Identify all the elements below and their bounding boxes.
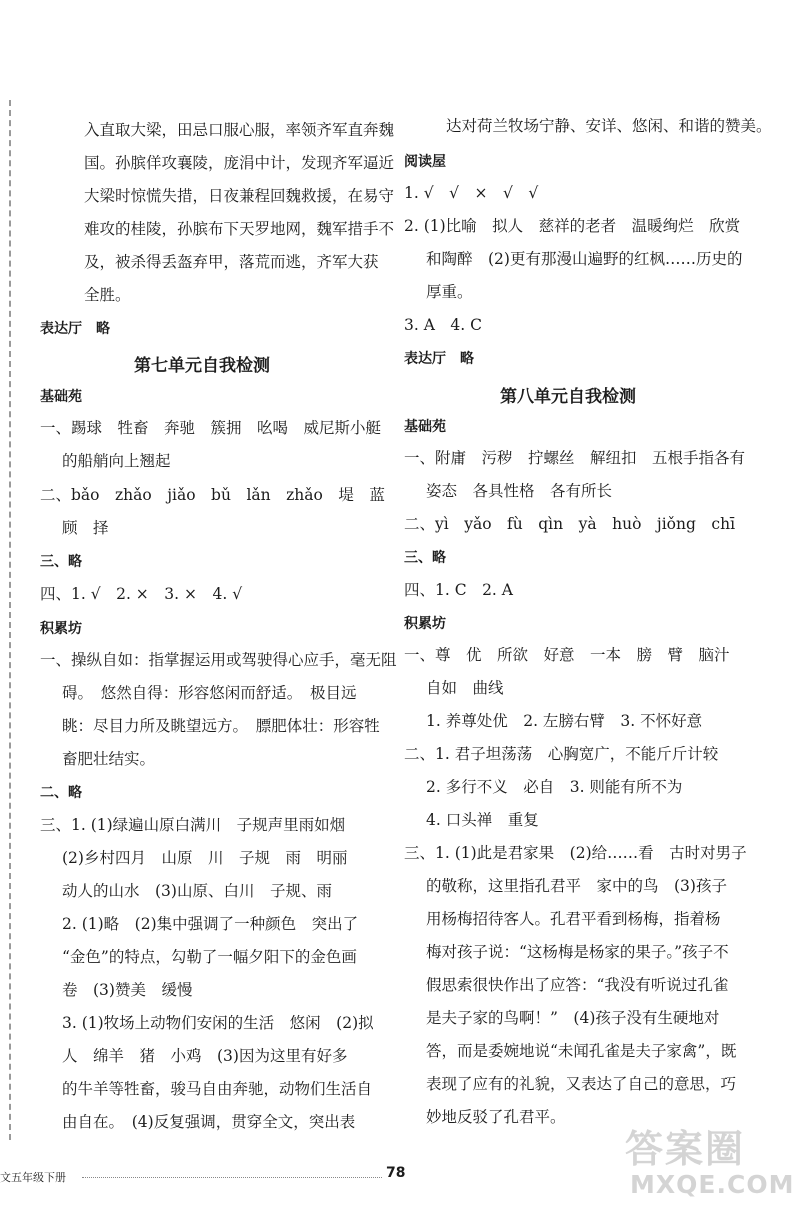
section-label-biaoda: 表达厅 略 <box>404 351 474 367</box>
text-line: 动人的山水 (3)山原、白川 子规、雨 <box>62 882 332 900</box>
text-line: 达对荷兰牧场宁静、安详、悠闲、和谐的赞美。 <box>446 117 772 135</box>
text-line: 卷 (3)赞美 缓慢 <box>62 981 193 999</box>
text-line: 厚重。 <box>426 283 473 301</box>
text-line: 一、附庸 污秽 拧螺丝 解纽扣 五根手指各有 <box>404 449 746 467</box>
text-line: 一、操纵自如：指掌握运用或驾驶得心应手，毫无阻 <box>40 651 397 669</box>
text-line: 由自在。 (4)反复强调，贯穿全文，突出表 <box>62 1113 356 1131</box>
section-label-yuedu: 阅读屋 <box>404 154 446 170</box>
text-line: 和陶醉 (2)更有那漫山遍野的红枫……历史的 <box>426 250 743 268</box>
text-line: 二、bǎo zhǎo jiǎo bǔ lǎn zhǎo 堤 蓝 <box>40 486 385 504</box>
text-line: 答，而是委婉地说“未闻孔雀是夫子家禽”，既 <box>426 1042 737 1060</box>
text-line: 四、1. √ 2. × 3. × 4. √ <box>40 585 243 603</box>
footer-dotted-rule <box>82 1177 382 1178</box>
text-line: 二、略 <box>40 785 82 801</box>
text-line: 的敬称，这里指孔君平 家中的鸟 (3)孩子 <box>426 877 727 895</box>
text-line: 2. (1)略 (2)集中强调了一种颜色 突出了 <box>62 915 359 933</box>
text-line: 大梁时惊慌失措，日夜兼程回魏救援，在易守 <box>84 187 395 205</box>
text-line: 是夫子家的鸟啊！” (4)孩子没有生硬地对 <box>426 1009 720 1027</box>
text-line: 三、1. (1)此是君家果 (2)给……看 古时对男子 <box>404 844 747 862</box>
text-line: 2. 多行不义 必自 3. 则能有所不为 <box>426 778 683 796</box>
text-line: 难攻的桂陵，孙膑布下天罗地网，魏军措手不 <box>84 220 395 238</box>
unit-title: 第八单元自我检测 <box>500 387 636 407</box>
text-line: (2)乡村四月 山原 川 子规 雨 明丽 <box>62 849 348 867</box>
text-line: 畜肥壮结实。 <box>62 750 156 768</box>
text-line: 梅对孩子说：“这杨梅是杨家的果子。”孩子不 <box>426 943 729 961</box>
text-line: 3. A 4. C <box>404 316 482 334</box>
binding-margin-line <box>9 100 11 1140</box>
section-label-jichu: 基础苑 <box>40 389 82 405</box>
text-line: 国。孙膑佯攻襄陵，庞涓中计，发现齐军逼近 <box>84 154 395 172</box>
watermark-url: MXQE.COM <box>630 1170 795 1199</box>
text-line: 二、yì yǎo fù qìn yà huò jiǒng chī <box>404 515 736 533</box>
text-line: 顾 择 <box>62 519 109 537</box>
text-line: 的牛羊等牲畜，骏马自由奔驰，动物们生活自 <box>62 1080 373 1098</box>
text-line: 1. 养尊处优 2. 左膀右臂 3. 不怀好意 <box>426 712 703 730</box>
text-line: 二、1. 君子坦荡荡 心胸宽广，不能斤斤计较 <box>404 745 719 763</box>
text-line: 及，被杀得丢盔弃甲，落荒而逃，齐军大获 <box>84 253 379 271</box>
text-line: 2. (1)比喻 拟人 慈祥的老者 温暖绚烂 欣赏 <box>404 217 741 235</box>
text-line: 三、略 <box>404 550 446 566</box>
text-line: 表现了应有的礼貌，又表达了自己的意思，巧 <box>426 1075 737 1093</box>
text-line: 一、踢球 牲畜 奔驰 簇拥 吆喝 威尼斯小艇 <box>40 419 382 437</box>
footer-grade-label: 文五年级下册 <box>0 1171 66 1184</box>
unit-title: 第七单元自我检测 <box>134 356 270 376</box>
text-line: “金色”的特点，勾勒了一幅夕阳下的金色画 <box>62 948 357 966</box>
text-line: 眺：尽目力所及眺望远方。 膘肥体壮：形容牲 <box>62 717 380 735</box>
section-label-biaoda: 表达厅 略 <box>40 321 110 337</box>
text-line: 用杨梅招待客人。孔君平看到杨梅，指着杨 <box>426 910 721 928</box>
text-line: 的船艄向上翘起 <box>62 452 171 470</box>
text-line: 假思索很快作出了应答：“我没有听说过孔雀 <box>426 976 729 994</box>
page-number: 78 <box>386 1165 406 1181</box>
text-line: 三、1. (1)绿遍山原白满川 子规声里雨如烟 <box>40 816 346 834</box>
text-line: 入直取大梁，田忌口服心服，率领齐军直奔魏 <box>84 121 395 139</box>
text-line: 碍。 悠然自得：形容悠闲而舒适。 极目远 <box>62 684 357 702</box>
text-line: 姿态 各具性格 各有所长 <box>426 482 613 500</box>
text-line: 四、1. C 2. A <box>404 581 513 599</box>
section-label-jilei: 积累坊 <box>40 621 82 637</box>
section-label-jichu: 基础苑 <box>404 419 446 435</box>
section-label-jilei: 积累坊 <box>404 616 446 632</box>
text-line: 全胜。 <box>84 286 131 304</box>
text-line: 4. 口头禅 重复 <box>426 811 539 829</box>
text-line: 3. (1)牧场上动物们安闲的生活 悠闲 (2)拟 <box>62 1014 374 1032</box>
text-line: 妙地反驳了孔君平。 <box>426 1108 566 1126</box>
text-line: 自如 曲线 <box>426 679 504 697</box>
text-line: 三、略 <box>40 554 82 570</box>
text-line: 1. √ √ × √ √ <box>404 184 539 202</box>
text-line: 人 绵羊 猪 小鸡 (3)因为这里有好多 <box>62 1047 348 1065</box>
text-line: 一、尊 优 所欲 好意 一本 膀 臂 脑汁 <box>404 646 730 664</box>
watermark-logo: 答案圈 <box>625 1127 746 1171</box>
